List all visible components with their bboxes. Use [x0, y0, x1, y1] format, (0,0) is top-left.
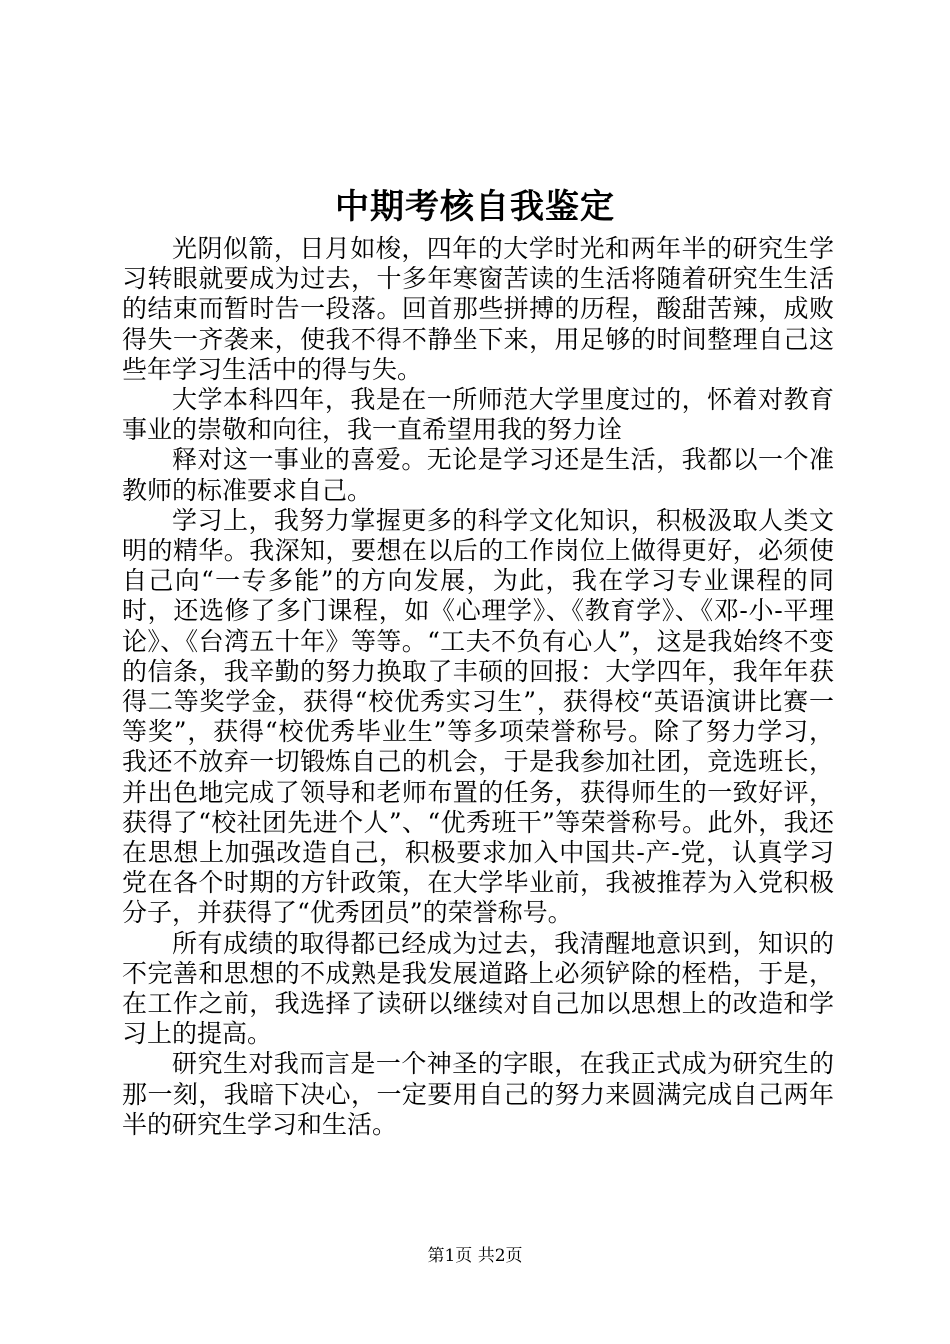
document-title: 中期考核自我鉴定 [335, 187, 615, 227]
paragraph: 大学本科四年，我是在一所师范大学里度过的，怀着对教育事业的崇敬和向往，我一直希望用我的努力诠 [122, 385, 834, 445]
paragraph: 学习上，我努力掌握更多的科学文化知识，积极汲取人类文明的精华。我深知，要想在以后的工作岗位上做得更好，必须使自己向“一专多能”的方向发展，为此，我在学习专业课程的同时，还选修了多门课程，如《心理学》、《教育学》、《邓-小-平理论》、《台湾五十年》等等。“工夫不负有心人”，这是我始终不变的信条，我辛勤的努力换取了丰硕的回报：大学四年，我年年获得二等奖学金，获得“校优秀实习生”，获得校“英语演讲比赛一等奖”，获得“校优秀毕业生”等多项荣誉称号。除了努力学习，我还不放弃一切锻炼自己的机会，于是我参加社团，竞选班长，并出色地完成了领导和老师布置的任务，获得师生的一致好评，获得了“校社团先进个人”、“优秀班干”等荣誉称号。此外，我还在思想上加强改造自己，积极要求加入中国共-产-党，认真学习党在各个时期的方针政策，在大学毕业前，我被推荐为入党积极分子，并获得了“优秀团员”的荣誉称号。 [122, 505, 834, 928]
paragraph: 所有成绩的取得都已经成为过去，我清醒地意识到，知识的不完善和思想的不成熟是我发展道路上必须铲除的桎梏，于是，在工作之前，我选择了读研以继续对自己加以思想上的改造和学习上的提高。 [122, 928, 834, 1049]
paragraph: 光阴似箭，日月如梭，四年的大学时光和两年半的研究生学习转眼就要成为过去，十多年寒窗苦读的生活将随着研究生生活的结束而暂时告一段落。回首那些拼搏的历程，酸甜苦辣，成败得失一齐袭来，使我不得不静坐下来，用足够的时间整理自己这些年学习生活中的得与失。 [122, 234, 834, 384]
document-body [122, 234, 834, 1140]
page-number-footer: 第1页 共2页 [427, 1246, 523, 1266]
paragraph: 研究生对我而言是一个神圣的字眼，在我正式成为研究生的那一刻，我暗下决心，一定要用自己的努力来圆满完成自己两年半的研究生学习和生活。 [122, 1049, 834, 1139]
paragraph: 释对这一事业的喜爱。无论是学习还是生活，我都以一个准教师的标准要求自己。 [122, 445, 834, 505]
